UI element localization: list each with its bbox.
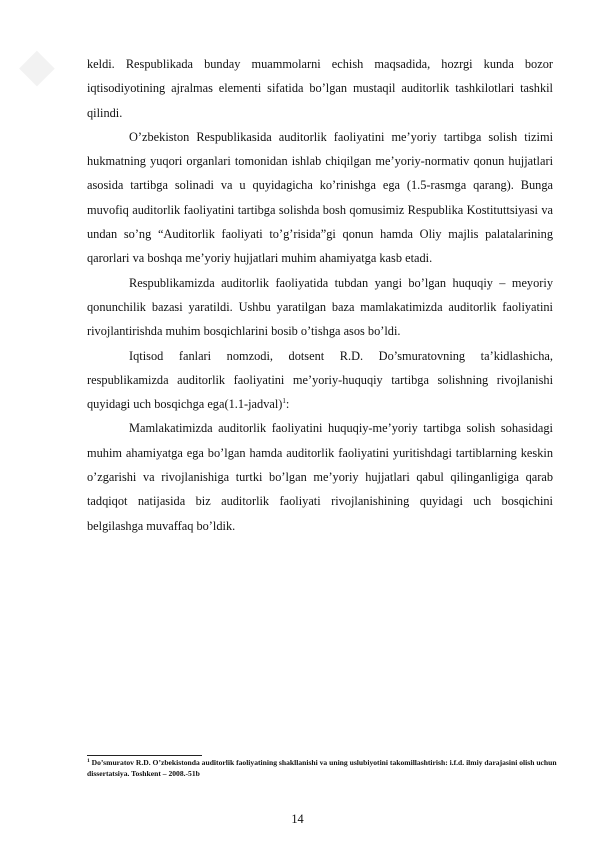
footnote — [87, 758, 557, 779]
paragraph-1: keldi. Respublikada bunday muammolarni echish maqsadida, hozrgi kunda bozor iqtisodiyotining ajralmas elementi sifatida bo’lgan mustaqil auditorlik tashkilotlari tashkil qilindi. — [87, 57, 553, 120]
footnote-separator — [87, 755, 202, 756]
page-number: 14 — [291, 812, 304, 826]
paragraph-4 — [87, 344, 553, 417]
paragraph-2: O’zbekiston Respublikasida auditorlik faoliyatini me’yoriy tartibga solish tizimi hukmatning yuqori organlari tomonidan ishlab chiqilgan me’yoriy-normativ qonun hujjatlari asosida tartibga solinadi va u quyidagicha ko’rinishga ega (1.5-rasmga qarang). Bunga muvofiq auditorlik faoliyatini tartibga solishda bosh qomusimiz Respublika Kostituttsiyasi va undan so’ng “Auditorlik faoliyati to’g’risida”gi qonun hamda Oliy majlis palatalarining qarorlari va boshqa me’yoriy hujjatlari muhim ahamiyatga kasb etadi. — [87, 129, 553, 266]
footnote-reference[interactable]: 1 — [282, 397, 286, 406]
paragraph-4-colon: : — [285, 397, 290, 412]
footnote-marker: 1 — [87, 758, 90, 764]
footnote-text: Do’smuratov R.D. O’zbekistonda auditorlik faoliyatining shakllanishi va uning uslubiyotini takomillashtirish: i.f.d. ilmiy darajasini olish uchun dissertatsiya. Toshkent – 2008.-51b — [87, 758, 557, 778]
watermark: ◆ — [20, 41, 54, 90]
paragraph-5: Mamlakatimizda auditorlik faoliyatini huquqiy-me’yoriy tartibga solish sohasidagi muhim ahamiyatga ega bo’lgan hamda auditorlik faoliyatini yuritishdagi tartiblarning keskin o’zgarishi va rivojlanishiga turtki bo’lgan me’yoriy hujjatlari qabul qilinganligiga qarab tadqiqot natijasida biz auditorlik faoliyati rivojlanishining quyidagi uch bosqichini belgilashga muvaffaq bo’ldik. — [87, 421, 553, 533]
paragraph-4-text: Iqtisod fanlari nomzodi, dotsent R.D. Do’smuratovning ta’kidlashicha, respublikamizda auditorlik faoliyatini me’yoriy-huquqiy tartibga solishning rivojlanishi quyidagi uch bosqichga ega(1.1-jadval) — [87, 348, 553, 412]
paragraph-3: Respublikamizda auditorlik faoliyatida tubdan yangi bo’lgan huquqiy – meyoriy qonunchilik bazasi yaratildi. Ushbu yaratilgan baza mamlakatimizda auditorlik faoliyatini rivojlantirishda muhim bosqichlarini bosib o’tishga asos bo’ldi. — [87, 275, 553, 339]
body-text — [87, 52, 553, 538]
